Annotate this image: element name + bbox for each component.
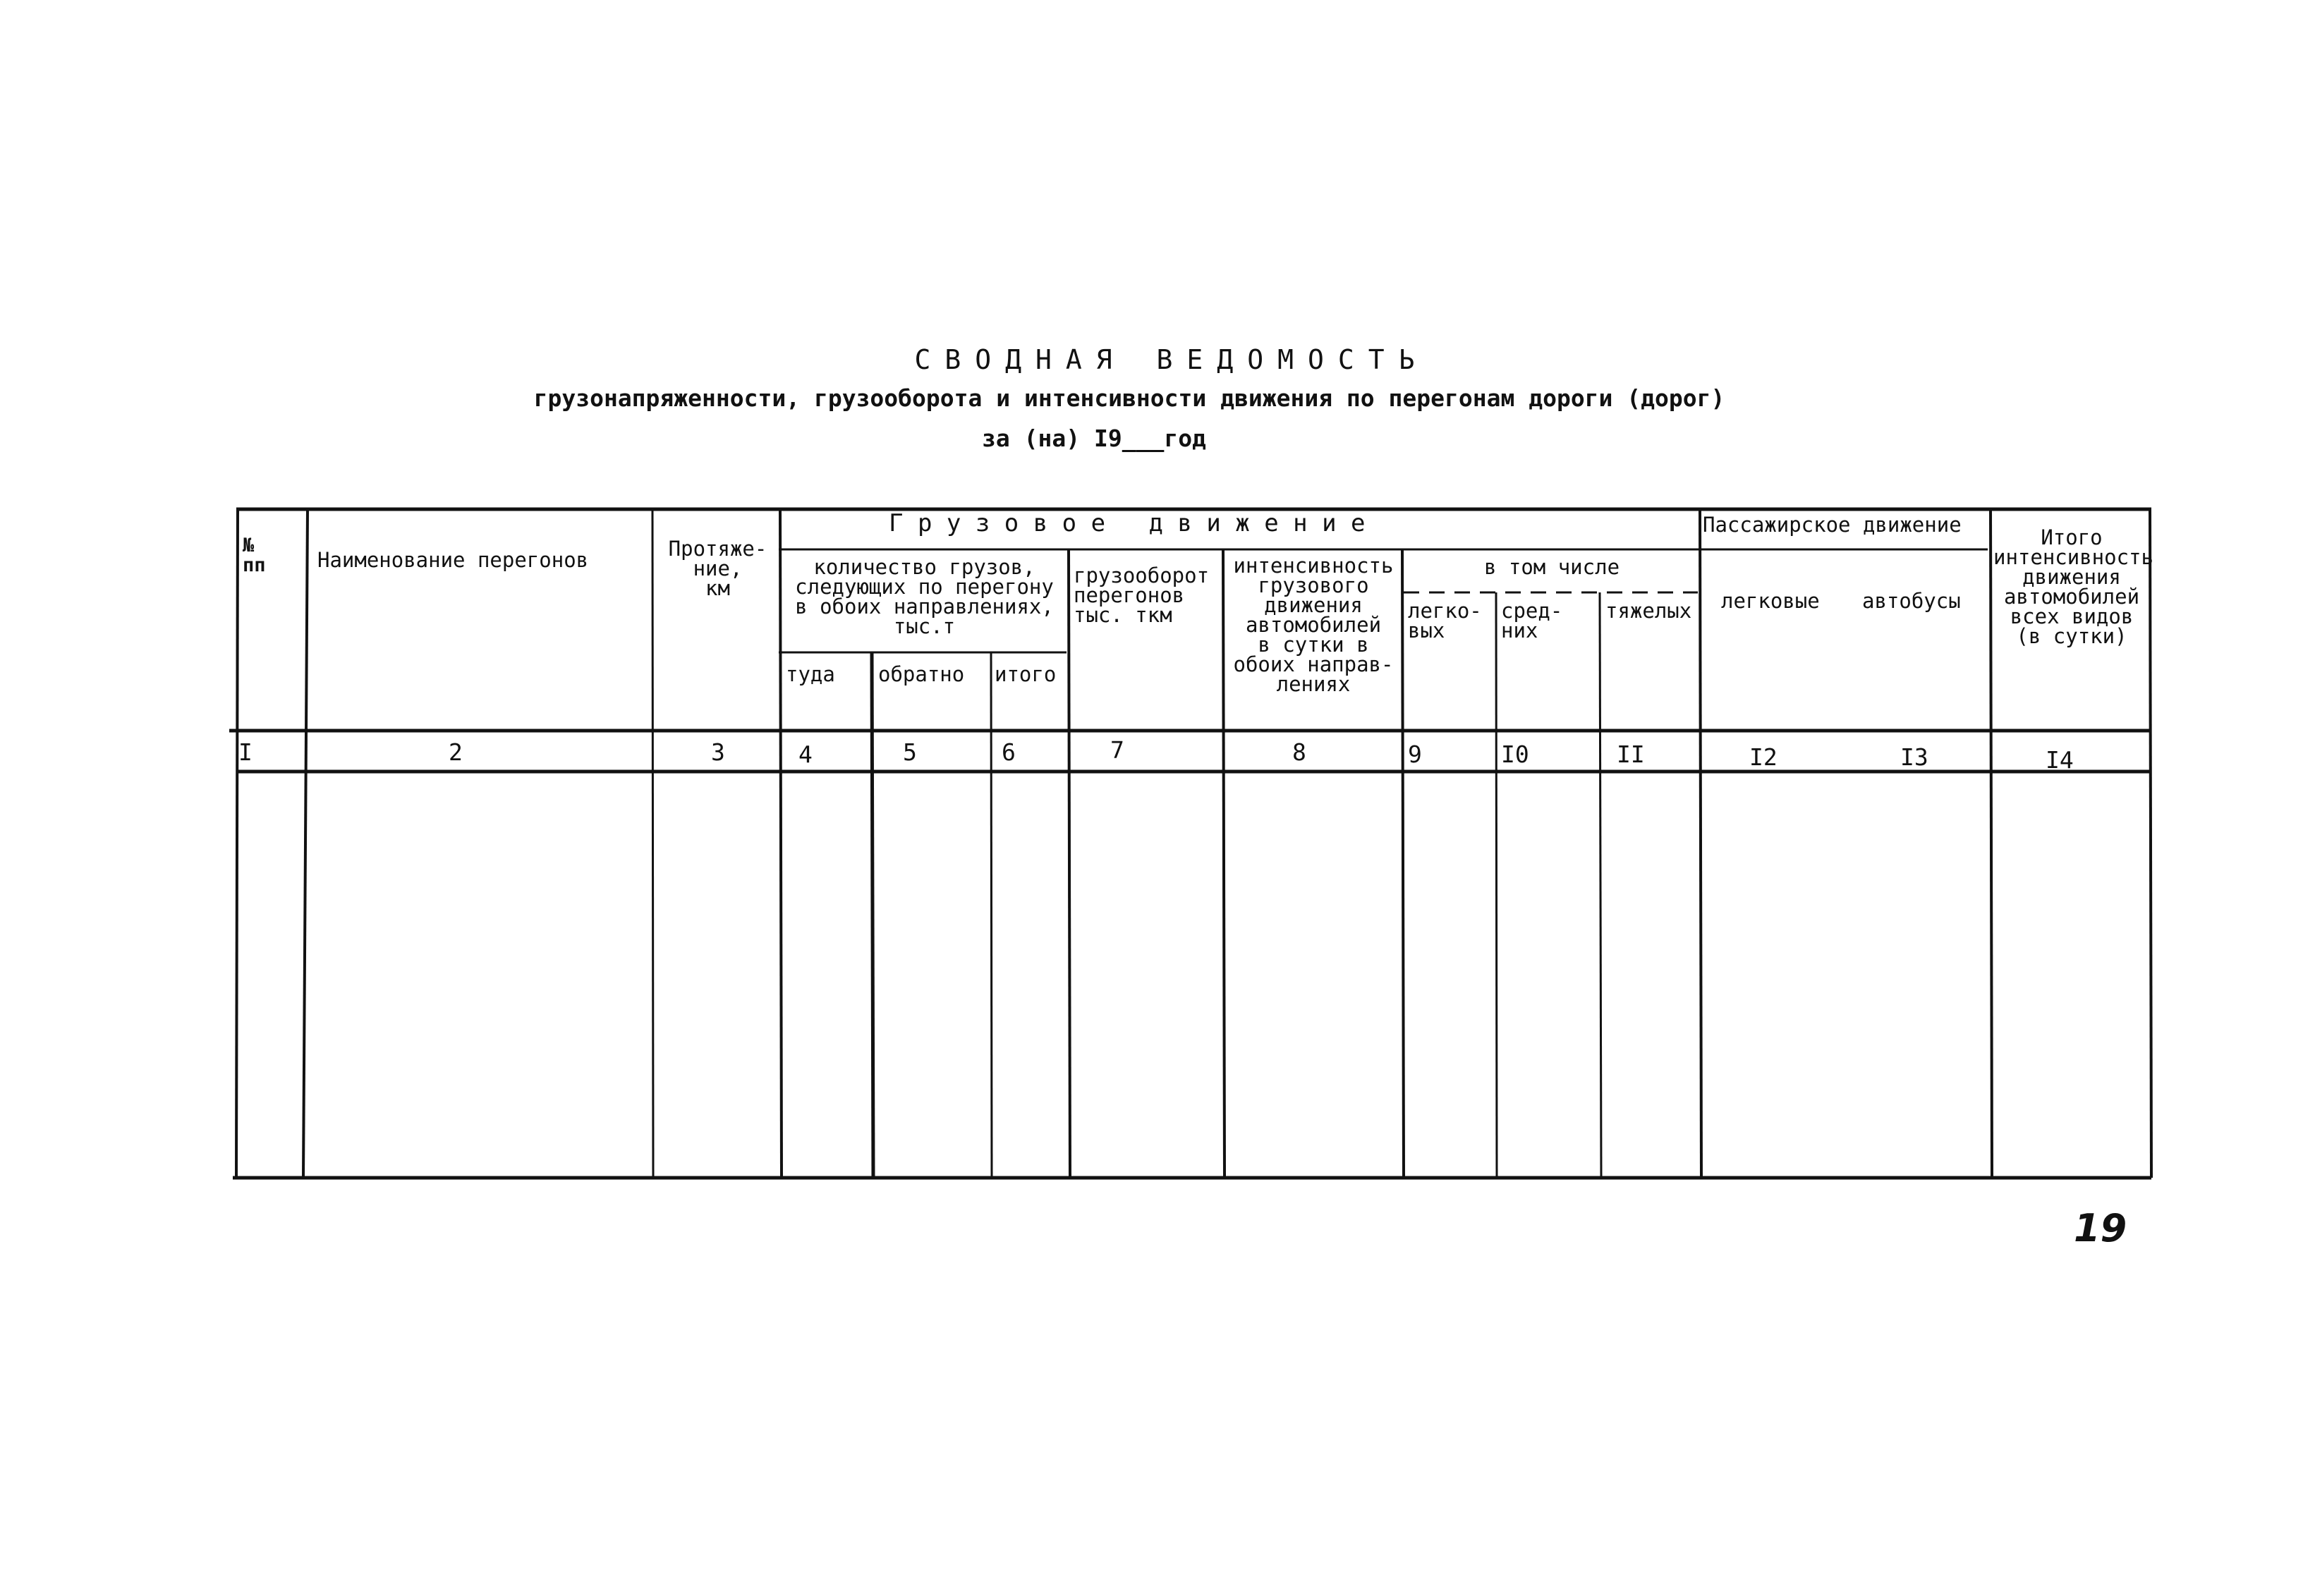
medium-vehicles-header: сред- них xyxy=(1501,599,1563,642)
column-number: I2 xyxy=(1749,743,1778,771)
total-header: итого xyxy=(995,662,1057,686)
column-number: 9 xyxy=(1408,741,1422,768)
turnover-header: грузооборот перегонов тыс. ткм xyxy=(1074,564,1210,627)
column-number: 4 xyxy=(798,741,813,768)
back-header: обратно xyxy=(878,662,965,686)
intensity-header: интенсивность грузового движения автомобилей в сутки в обоих направ- лениях xyxy=(1233,554,1394,696)
col-name-header: Наименование перегонов xyxy=(317,548,589,572)
heavy-vehicles-header: тяжелых xyxy=(1605,599,1692,623)
grand-total-header: Итого интенсивность движения автомобилей всех видов (в сутки) xyxy=(1993,525,2153,648)
column-number: II xyxy=(1617,741,1645,768)
col-length-header: Протяже- ние, км xyxy=(668,537,767,600)
document-period: за (на) I9___год xyxy=(982,425,1206,452)
column-number: I3 xyxy=(1900,743,1928,771)
page-number: 19 xyxy=(2074,1206,2127,1250)
column-number: 6 xyxy=(1002,738,1016,766)
column-number: 2 xyxy=(449,738,463,766)
column-number: 3 xyxy=(711,738,725,766)
buses-header: автобусы xyxy=(1862,589,1961,613)
freight-group-header: Г р у з о в о е д в и ж е н и е xyxy=(889,509,1366,537)
passenger-cars-header: легковые xyxy=(1721,589,1820,613)
column-number: I0 xyxy=(1501,741,1529,768)
light-vehicles-header: легко- вых xyxy=(1408,599,1482,642)
including-header: в том числе xyxy=(1483,555,1620,579)
document-title: СВОДНАЯ ВЕДОМОСТЬ xyxy=(914,344,1429,375)
column-number: 8 xyxy=(1292,738,1306,766)
column-number: I xyxy=(238,738,253,766)
column-number: I4 xyxy=(2046,746,2074,774)
column-number: 7 xyxy=(1110,736,1124,764)
there-header: туда xyxy=(786,662,835,686)
quantity-header: количество грузов, следующих по перегону в обоих направлениях, тыс.т xyxy=(795,555,1054,638)
passenger-group-header: Пассажирское движение xyxy=(1703,513,1962,537)
col-number-header: № пп xyxy=(243,535,266,576)
document-subtitle: грузонапряженности, грузооборота и интенсивности движения по перегонам дороги (дорог) xyxy=(533,384,1725,412)
column-number: 5 xyxy=(903,738,917,766)
